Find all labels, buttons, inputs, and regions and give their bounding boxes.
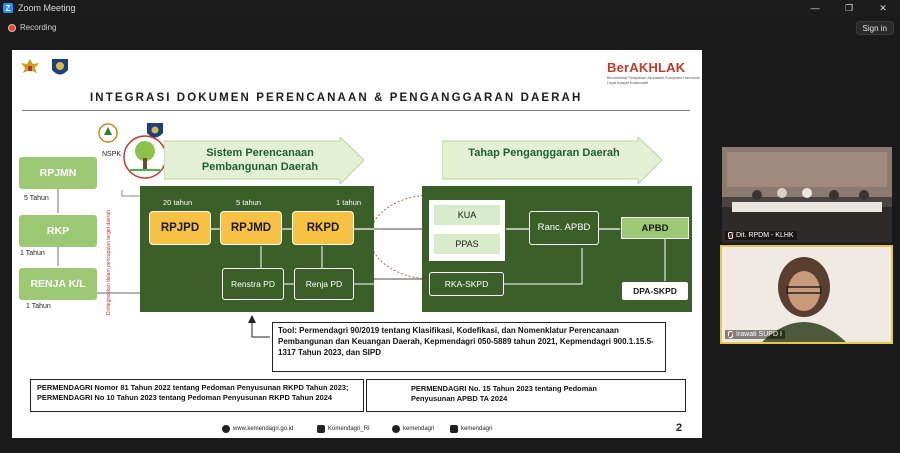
participant-name: Dit. RPDM - KLHK <box>736 232 794 239</box>
renja-pd-box: Renja PD <box>294 268 354 300</box>
rka-skpd-box: RKA-SKPD <box>429 272 504 296</box>
rkp-box: RKP <box>19 215 97 247</box>
close-button[interactable]: ✕ <box>879 2 887 13</box>
restore-button[interactable]: ❐ <box>844 2 854 13</box>
active-speaker-video-tile[interactable] <box>720 245 893 344</box>
apbd-box: APBD <box>621 217 689 239</box>
sign-in-button[interactable]: Sign in <box>856 21 894 35</box>
nspk-label: NSPK <box>102 151 122 158</box>
budgeting-banner-text: Tahap Penganggaran Daerah <box>468 147 620 159</box>
slide-title: INTEGRASI DOKUMEN PERENCANAAN & PENGANGGARAN DAERAH <box>90 92 583 104</box>
rpjpd-term: 20 tahun <box>163 198 193 207</box>
speaker-name: Irawati SUPD I <box>736 331 782 338</box>
tool-note: Tool: Permendagri 90/2019 tentang Klasifikasi, Kodefikasi, dan Nomenklatur Perencanaan Pembangunan dan Keuangan Daerah, Kepmendagri 050-5889 tahun 2021, Kepmendagri 900.1.15.5-1317 Tahun 2023, dan SIPD <box>272 322 666 372</box>
participant-video-tile[interactable] <box>722 147 892 243</box>
budgeting-banner-arrow <box>442 137 662 184</box>
planning-banner-text: Sistem Perencanaan Pembangunan Daerah <box>201 147 319 174</box>
footer-instagram <box>450 425 492 433</box>
recording-label: Recording <box>20 23 57 32</box>
twitter-label: kemendagri <box>403 426 435 432</box>
shared-screen-slide <box>12 50 702 438</box>
renstra-pd-box: Renstra PD <box>222 268 284 300</box>
berakhlak-tagline: Berorientasi Pelayanan Akuntabel Kompeten Harmonis Loyal Adaptif Kolaboratif <box>607 76 700 85</box>
minimize-button[interactable]: — <box>810 3 820 13</box>
meeting-toolbar <box>0 17 900 41</box>
facebook-label: Komendagri_RI <box>328 426 370 432</box>
instagram-label: kemendagri <box>461 426 493 432</box>
zoom-logo-icon: Z <box>3 3 13 13</box>
ranc-apbd-box: Ranc. APBD <box>529 211 599 245</box>
speaker-video-icon <box>722 247 891 342</box>
footer-twitter <box>392 425 434 433</box>
recording-indicator[interactable] <box>8 23 56 32</box>
participant-name-label <box>725 231 797 240</box>
rpjpd-box: RPJPD <box>149 211 211 245</box>
rpjmd-term: 5 tahun <box>236 198 262 207</box>
muted-mic-icon <box>728 331 733 338</box>
globe-icon <box>222 425 230 433</box>
facebook-icon <box>317 425 325 433</box>
record-icon <box>8 24 16 32</box>
footer-facebook <box>317 425 370 433</box>
regulation-rkpd: PERMENDAGRI Nomor 81 Tahun 2022 tentang Pedoman Penyusunan RKPD Tahun 2023; PERMENDAGRI No 10 Tahun 2023 tentang Pedoman Penyusunan RKPD Tahun 2024 <box>30 379 364 412</box>
instagram-icon <box>450 425 458 433</box>
rkpd-term: 1 tahun <box>336 198 362 207</box>
rpjmn-term: 5 Tahun <box>24 195 49 202</box>
rpjmn-box: RPJMN <box>19 157 97 189</box>
dpa-skpd-box: DPA-SKPD <box>621 281 689 301</box>
meeting-room-video-icon <box>722 147 892 243</box>
rpjmd-box: RPJMD <box>220 211 282 245</box>
muted-mic-icon <box>728 232 733 239</box>
page-number: 2 <box>676 422 683 434</box>
ppas-box: PPAS <box>433 233 501 255</box>
renja-term: 1 Tahun <box>26 303 51 310</box>
window-titlebar <box>0 0 900 16</box>
speaker-name-label <box>725 330 785 339</box>
regulation-apbd: PERMENDAGRI No. 15 Tahun 2023 tentang Pedoman Penyusunan APBD TA 2024 <box>366 379 686 412</box>
berakhlak-brand: BerAKHLAK <box>607 60 686 75</box>
kua-box: KUA <box>433 204 501 226</box>
rkpd-box: RKPD <box>292 211 354 245</box>
twitter-icon <box>392 425 400 433</box>
integration-note: Diintegrasikan dalam pencapaian target daerah <box>106 210 112 316</box>
website-label: www.kemendagri.go.id <box>233 426 294 432</box>
window-controls <box>798 0 900 16</box>
rkp-term: 1 Tahun <box>20 250 45 257</box>
footer-website <box>222 425 293 433</box>
renja-kl-box: RENJA K/L <box>19 268 97 300</box>
window-title: Zoom Meeting <box>18 3 76 13</box>
